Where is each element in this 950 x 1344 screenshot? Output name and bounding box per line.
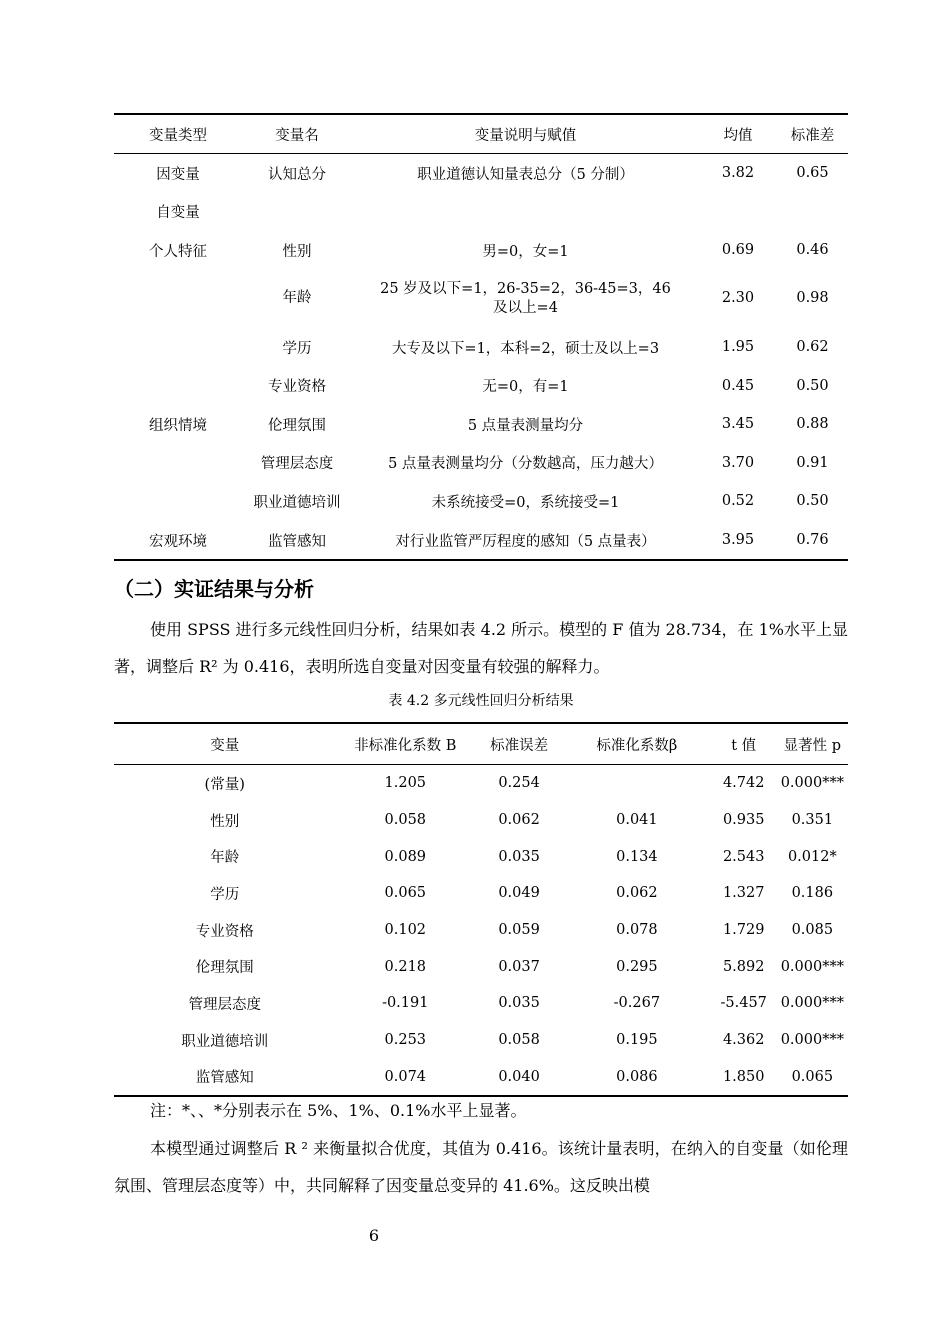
cell-variable-name: 专业资格 [268,379,326,396]
table-caption: 表 4.2 多元线性回归分析结果 [388,693,574,709]
cell-beta: 0.295 [616,958,658,975]
table-row [114,1022,848,1059]
cell-variable-type [114,482,242,521]
cell-b: 0.253 [384,1032,427,1049]
cell-p: 0.085 [791,922,834,939]
table-row [114,366,848,405]
cell-variable: 学历 [210,886,240,903]
cell-mean: 3.70 [721,454,755,471]
cell-beta: 0.062 [616,885,658,902]
cell-b: 0.074 [384,1068,427,1085]
cell-beta: 0.086 [616,1068,658,1085]
table-row [114,328,848,367]
cell-variable: 专业资格 [195,923,254,940]
table-row [114,193,848,232]
cell-variable-name: 管理层态度 [260,456,334,473]
cell-mean: 3.45 [721,416,755,433]
header-significance: 显著性 p [777,723,848,765]
body-paragraph: 使用 SPSS 进行多元线性回归分析，结果如表 4.2 所示。模型的 F 值为 28.734，在 1%水平上显著，调整后 R² 为 0.416，表明所选自变量对因变量有较强的解释力。 [114,620,848,676]
variable-description-table [114,113,848,561]
cell-t: 4.362 [722,1032,765,1049]
cell-b: 0.089 [384,848,427,865]
cell-t: 5.892 [722,958,765,975]
cell-variable-description: 5 点量表测量均分（分数越高，压力越大） [388,456,663,473]
table-row [114,521,848,561]
cell-variable-description: 25 岁及以下=1，26-35=2，36-45=3，46 及以上=4 [380,280,671,316]
page-number: 6 [368,1226,380,1245]
cell-variable-name: 职业道德培训 [253,494,341,511]
cell-sd: 0.65 [796,165,829,182]
cell-std-error: 0.035 [498,848,540,865]
cell-std-error: 0.254 [498,775,540,792]
table-row [114,875,848,912]
cell-beta [563,765,711,802]
cell-variable-name: 认知总分 [268,166,326,183]
cell-mean: 0.45 [721,377,755,394]
header-variable-type: 变量类型 [114,114,242,154]
cell-variable: 伦理氛围 [195,960,254,977]
cell-sd: 0.88 [796,416,829,433]
header-std-error: 标准误差 [475,723,563,765]
regression-results-table [114,722,848,1097]
cell-variable-name: 年龄 [282,290,312,307]
cell-variable-type: 宏观环境 [149,533,207,550]
cell-mean: 3.95 [721,532,755,549]
cell-variable-type [114,270,242,328]
cell-variable-type [114,328,242,367]
cell-std-error: 0.049 [498,885,540,902]
cell-sd: 0.46 [796,242,829,259]
cell-b: 0.218 [384,958,427,975]
table-row [114,985,848,1022]
cell-variable-description: 未系统接受=0，系统接受=1 [431,494,620,511]
cell-variable-type [114,444,242,483]
table-row [114,1059,848,1097]
table-header-row [114,723,848,765]
cell-b: 0.102 [384,922,427,939]
cell-variable-name: 监管感知 [268,533,326,550]
header-t-value: t 值 [711,723,777,765]
table-row [114,231,848,270]
cell-mean: 2.30 [721,290,755,307]
table-row [114,270,848,328]
table-row [114,948,848,985]
cell-p: 0.012* [787,848,837,865]
table-row [114,405,848,444]
cell-t: 0.935 [722,812,765,829]
cell-mean: 3.82 [721,165,755,182]
header-sd: 标准差 [777,114,848,154]
cell-variable-description: 对行业监管严厉程度的感知（5 点量表） [395,533,656,550]
cell-beta: 0.195 [616,1032,658,1049]
cell-sd [777,193,848,232]
table-row [114,765,848,802]
section-heading: （二）实证结果与分析 [114,577,314,601]
cell-variable-type: 组织情境 [149,417,207,434]
cell-variable-name [242,193,352,232]
cell-std-error: 0.037 [498,958,540,975]
header-variable-description: 变量说明与赋值 [352,114,699,154]
table-row [114,444,848,483]
cell-mean [699,193,777,232]
cell-p: 0.351 [791,812,834,829]
table-row [114,154,848,193]
cell-variable-name: 性别 [282,243,312,260]
cell-std-error: 0.059 [498,922,540,939]
cell-sd: 0.91 [796,454,829,471]
cell-t: 4.742 [722,775,765,792]
cell-std-error: 0.035 [498,995,540,1012]
cell-b: 1.205 [384,775,427,792]
cell-variable-name: 学历 [282,340,312,357]
cell-sd: 0.98 [796,290,829,307]
cell-p: 0.065 [791,1068,834,1085]
cell-variable: 年龄 [210,850,240,867]
cell-variable-type: 自变量 [156,205,200,222]
cell-std-error: 0.058 [498,1032,540,1049]
cell-p: 0.000*** [780,995,844,1012]
cell-p: 0.186 [791,885,834,902]
cell-variable-description [352,193,699,232]
cell-variable: 性别 [210,813,240,830]
cell-t: 1.729 [722,922,765,939]
cell-variable: 管理层态度 [188,996,261,1013]
table-row [114,482,848,521]
cell-beta: 0.134 [616,848,658,865]
cell-variable: 监管感知 [195,1070,254,1087]
cell-t: 1.327 [722,885,765,902]
cell-sd: 0.76 [796,532,829,549]
table-row [114,802,848,839]
cell-variable-description: 男=0，女=1 [482,243,569,260]
header-unstandardized-b: 非标准化系数 B [335,723,475,765]
header-variable: 变量 [114,723,335,765]
cell-variable: 职业道德培训 [181,1033,269,1050]
table-header-row [114,114,848,154]
cell-sd: 0.62 [796,339,829,356]
table-note: 注：*、、*分别表示在 5%、1%、0.1%水平上显著。 [150,1101,527,1120]
body-paragraph: 本模型通过调整后 R ² 来衡量拟合优度，其值为 0.416。该统计量表明，在纳入的自变量（如伦理氛围、管理层态度等）中，共同解释了因变量总变异的 41.6%。这反映出模 [114,1139,848,1195]
cell-sd: 0.50 [796,493,829,510]
cell-b: 0.065 [384,885,427,902]
cell-mean: 0.69 [721,242,755,259]
cell-variable-name: 伦理氛围 [268,417,326,434]
cell-variable: (常量) [204,776,245,793]
cell-b: 0.058 [384,812,427,829]
header-variable-name: 变量名 [242,114,352,154]
cell-variable-description: 5 点量表测量均分 [467,417,584,434]
cell-beta: 0.041 [616,812,658,829]
cell-variable-type: 因变量 [156,166,200,183]
cell-beta: -0.267 [613,995,661,1012]
cell-variable-description: 大专及以下=1，本科=2，硕士及以上=3 [391,340,660,357]
cell-p: 0.000*** [780,1032,844,1049]
cell-t: 2.543 [722,848,765,865]
cell-std-error: 0.062 [498,812,540,829]
cell-variable-description: 无=0，有=1 [482,379,569,396]
cell-p: 0.000*** [780,958,844,975]
table-row [114,912,848,949]
header-mean: 均值 [699,114,777,154]
cell-variable-description: 职业道德认知量表总分（5 分制） [417,166,634,183]
cell-b: -0.191 [382,995,429,1012]
cell-variable-type: 个人特征 [149,243,207,260]
header-standardized-beta: 标准化系数β [563,723,711,765]
cell-t: -5.457 [720,995,767,1012]
cell-variable-type [114,366,242,405]
cell-t: 1.850 [722,1068,765,1085]
cell-mean: 1.95 [721,339,755,356]
cell-mean: 0.52 [721,493,755,510]
cell-sd: 0.50 [796,377,829,394]
table-row [114,838,848,875]
cell-std-error: 0.040 [498,1068,540,1085]
cell-beta: 0.078 [616,922,658,939]
cell-p: 0.000*** [780,775,844,792]
